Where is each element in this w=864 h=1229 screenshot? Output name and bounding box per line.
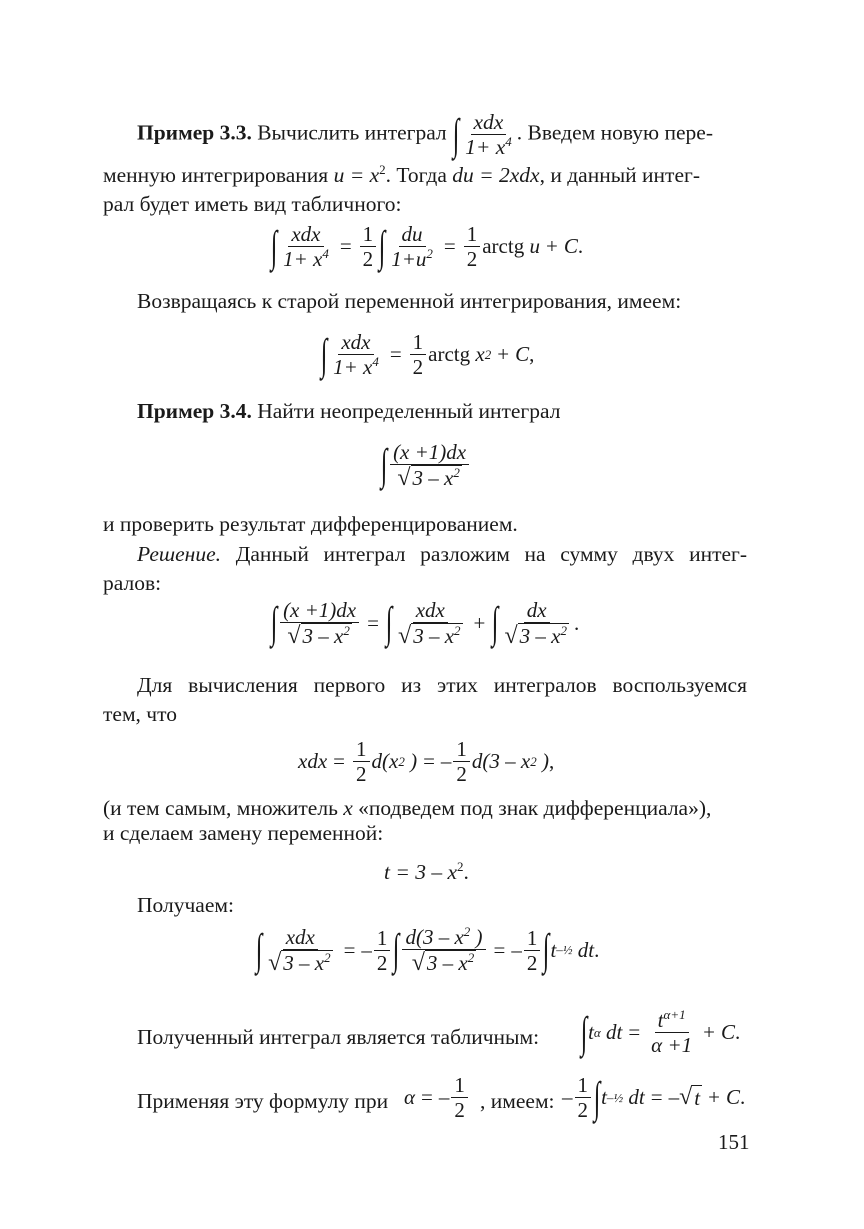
- ex34-first-text: Для вычисления первого из этих интегралов воспользуемся: [137, 673, 747, 697]
- ex34-subst: $t = 3 - x^2$.: [384, 859, 469, 884]
- ex33-line3: рал будет иметь вид табличного:: [103, 192, 402, 216]
- formula-1: ∫ xdx $1+ x^4$ = $\frac{1}{2}$ ∫ $\frac{du}{1+u^2}$ = $\frac{1}{2}$ arctg u + C .: [270, 221, 584, 271]
- ex34-title: Пример 3.4.: [137, 399, 252, 423]
- formula-6: ∫ xdx $√3 - x^2$ = – 1 2 ∫ $\frac{d(3 - x^2 )}{√3 - x^2}$ = – 1 2 ∫ t –½ dt .: [255, 924, 600, 976]
- ex34-check-text: и проверить результат дифференцированием.: [103, 512, 518, 536]
- ex33-text-b: . Введем новую пере-: [516, 120, 713, 145]
- formula-9: – 1 2 ∫ t –½ dt = – √ t + C .: [562, 1072, 746, 1122]
- ex34-apply-b: , имеем:: [480, 1089, 555, 1113]
- ex33-line1: Пример 3.3. Вычислить интеграл ∫ xdx $1+ x^4$ . Введем новую пере-: [137, 109, 713, 159]
- ex34-line1: Пример 3.4. Найти неопределенный интеграл: [137, 399, 561, 423]
- ex33-title: Пример 3.3.: [137, 120, 252, 145]
- ex33-text-a: Вычислить интеграл: [257, 120, 447, 145]
- ex34-mult-line2: и сделаем замену переменной:: [103, 821, 384, 845]
- page-number: 151: [718, 1130, 750, 1154]
- formula-8: α = – 1 2: [404, 1073, 470, 1122]
- formula-5: xdx = $\frac{1}{2}$ d(x 2 ) = – 1 2 d(3 – x 2 ) ,: [298, 737, 555, 786]
- ex34-solution-line: Решение. Данный интеграл разложим на сумму двух интег-: [137, 542, 748, 566]
- ex34-first-text2: тем, что: [103, 702, 177, 726]
- formula-3: ∫ (x +1)dx $√3 - x^2$: [380, 440, 471, 490]
- formula-4: ∫ $\frac{(x +1)dx}{√3 - x^2}$ = ∫ xdx $√3 - x^2$ + ∫ dx $√3 - x^2$ .: [270, 598, 580, 649]
- ex34-mult-line: (и тем самым, множитель x «подведем под знак дифференциала»),: [103, 796, 712, 820]
- ex34-solution-line2: ралов:: [103, 571, 162, 595]
- ex34-get: Получаем:: [137, 893, 234, 917]
- ex33-return-text: Возвращаясь к старой переменной интегрирования, имеем:: [137, 289, 682, 313]
- ex34-apply-line: Применяя эту формулу при: [137, 1089, 389, 1113]
- formula-2: ∫ xdx $1+ x^4$ = $\frac{1}{2}$ arctg x 2 + C ,: [320, 329, 535, 379]
- ex33-line2: менную интегрирования $u = x^2$. Тогда du = 2xdx, и данный интег-: [103, 162, 700, 187]
- formula-7: ∫ t α dt = $\frac{t^{\alpha+1}}{\alpha +1}$ + C .: [580, 1007, 741, 1057]
- ex34-table-line: Полученный интеграл является табличным:: [137, 1025, 540, 1049]
